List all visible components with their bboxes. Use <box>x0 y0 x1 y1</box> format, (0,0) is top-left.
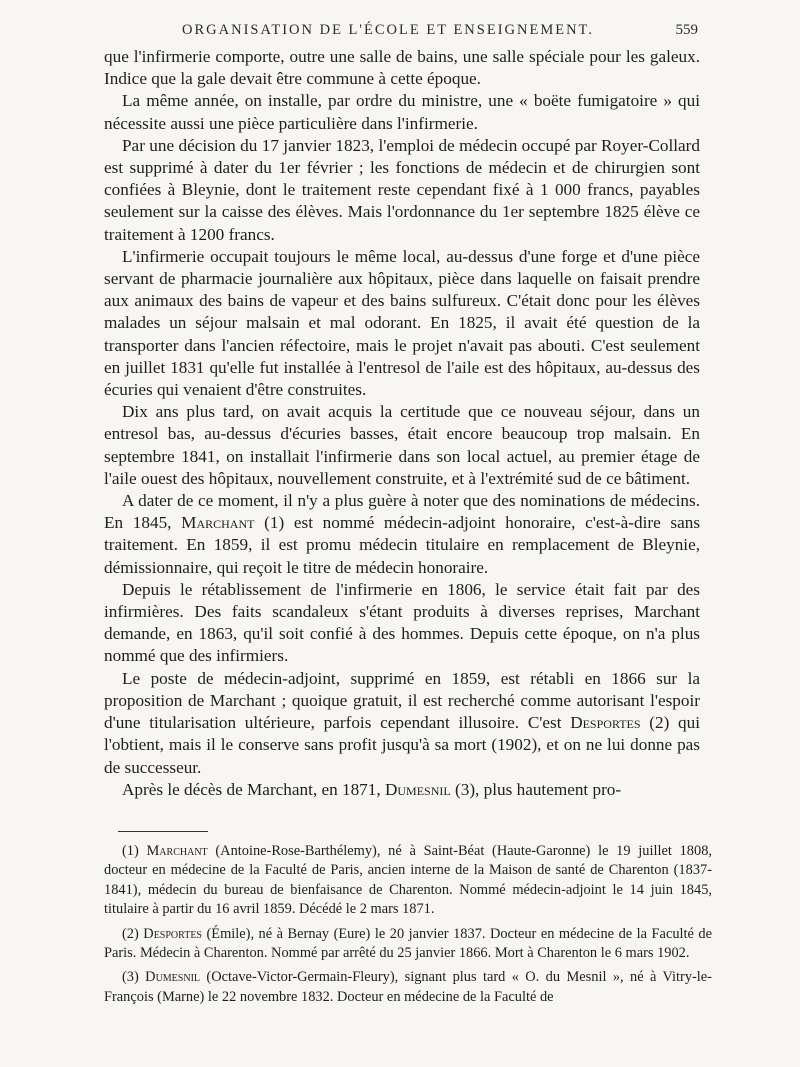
paragraph <box>104 779 700 801</box>
footnote-text: (Émile), né à Bernay (Eure) le 20 janvier 1837. Docteur en médecine de la Faculté de Paris. Médecin à Charenton. Nommé par arrêté du 25 janvier 1866. Mort à Charenton le 6 mars 1902. <box>104 925 712 962</box>
footnote <box>104 842 712 920</box>
paragraph-text: (2) qui l'obtient, mais il le conserve sans profit jusqu'à sa mort (1902), et on ne lui donne pas de successeur. <box>104 713 700 777</box>
page-header <box>108 22 698 44</box>
paragraph: Depuis le rétablissement de l'infirmerie en 1806, le service était fait par des infirmières. Des faits scandaleux s'étant produits à diverses reprises, Marchant demande, en 1863, qu'il soit confié à des hommes. Depuis cette époque, on n'a plus nommé que des infirmiers. <box>104 579 700 666</box>
footnote-marker: (1) <box>122 843 147 859</box>
paragraph: Par une décision du 17 janvier 1823, l'emploi de médecin occupé par Royer-Collard est supprimé à dater du 1er février ; les fonctions de médecin et de chirurgien sont confiées à Bleynie, dont le traitement reste cependant fixé à 1 000 francs, payables seulement sur la caisse des élèves. Mais l'ordonnance du 1er septembre 1825 élève ce traitement à 1200 francs. <box>104 135 700 244</box>
paragraph-text: A dater de ce moment, il n'y a plus guère à noter que des nominations de médecins. En 1845, <box>104 491 700 533</box>
page-number: 559 <box>675 22 698 38</box>
footnote-text: (Octave-Victor-Germain-Fleury), signant plus tard « O. du Mesnil », né à Vitry-le-François (Marne) le 22 novembre 1832. Docteur en médecine de la Faculté de <box>104 969 712 1005</box>
footnote-marker: (3) <box>122 969 146 986</box>
footnote-text: (Antoine-Rose-Barthélemy), né à Saint-Béat (Haute-Garonne) le 19 juillet 1808, docteur en médecine de la Faculté de Paris, ancien interne de la Maison de santé de Charenton (1837-1841), médecin du bureau de bienfaisance de Charenton. Nommé médecin-adjoint le 14 juin 1845, titulaire à partir du 16 avril 1859. Décédé le 2 mars 1871. <box>104 843 712 918</box>
paragraph: Dix ans plus tard, on avait acquis la certitude que ce nouveau séjour, dans un entresol bas, au-dessus d'écuries basses, était encore beaucoup trop malsain. En septembre 1841, on installait l'infirmerie dans son local actuel, au premier étage de l'aile ouest des hôpitaux, nouvellement construite, et à l'extrémité sud de ce bâtiment. <box>104 402 700 488</box>
footnote <box>104 925 712 964</box>
paragraph-text: (3), plus hautement pro- <box>450 779 622 799</box>
main-text <box>104 46 700 801</box>
person-name: Marchant <box>146 843 208 859</box>
paragraph-text: Après le décès de Marchant, en 1871, <box>122 779 385 799</box>
paragraph: L'infirmerie occupait toujours le même local, au-dessus d'une forge et d'une pièce servant de pharmacie journalière aux hôpitaux, pièce dans laquelle on faisait prendre aux animaux des bains de vapeur et des bains sulfureux. C'était donc pour les élèves malades un séjour malsain et mal odorant. En 1825, il avait été question de la transporter dans l'ancien réfectoire, mais le projet n'avait pas abouti. C'est seulement en juillet 1831 qu'elle fut installée à l'entresol de l'aile est des hôpitaux, au-dessus des écuries qui venaient d'être construites. <box>104 246 700 400</box>
paragraph-text: (1) est nommé médecin-adjoint honoraire, c'est-à-dire sans traitement. En 1859, il est promu médecin titulaire en remplacement de Bleynie, démissionnaire, qui reçoit le titre de médecin honoraire. <box>104 513 701 577</box>
footnotes <box>104 842 712 1012</box>
paragraph: La même année, on installe, par ordre du ministre, une « boëte fumigatoire » qui nécessite aussi une pièce particulière dans l'infirmerie. <box>104 91 700 133</box>
person-name: Desportes <box>570 713 641 733</box>
footnote-divider <box>118 831 208 832</box>
footnote <box>104 968 712 1007</box>
person-name: Dumesnil <box>384 779 451 799</box>
running-title: ORGANISATION DE L'ÉCOLE ET ENSEIGNEMENT. <box>182 22 594 38</box>
paragraph-text: Le poste de médecin-adjoint, supprimé en 1859, est rétabli en 1866 sur la proposition de Marchant ; quoique gratuit, il est recherché comme autorisant l'espoir d'une titularisation ultérieure, parfois cependant illusoire. C'est <box>104 668 700 733</box>
person-name: Marchant <box>181 513 255 533</box>
footnote-marker: (2) <box>122 925 144 942</box>
paragraph: que l'infirmerie comporte, outre une salle de bains, une salle spéciale pour les galeux. Indice que la gale devait être commune à cette époque. <box>104 47 700 89</box>
person-name: Desportes <box>143 925 202 942</box>
person-name: Dumesnil <box>145 969 201 986</box>
paragraph <box>104 668 700 779</box>
paragraph <box>104 490 700 579</box>
